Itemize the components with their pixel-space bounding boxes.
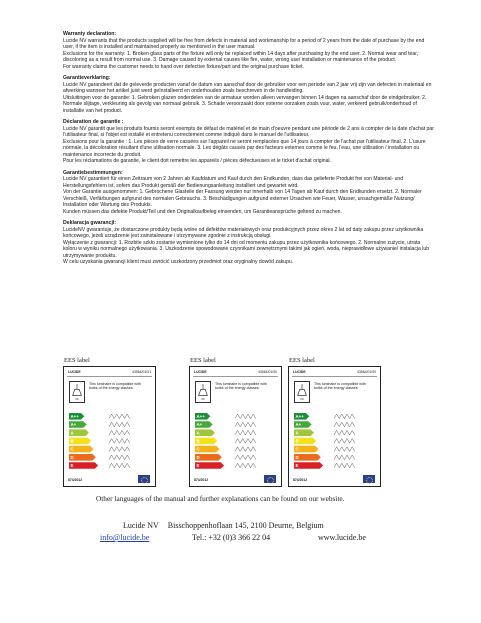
section-title: Garantiebestimmungen:: [63, 169, 123, 176]
paragraph: Von der Garantie ausgenommen: 1. Gebrochene Glasteile der Fassung werden nur innerhalb von 14 Tagen ab Kauf durch den Endkunden ersetzt. 2. Normaler Verschleiß, Verfärbungen aufgrund des normalen Gebrauchs. 3. Beschädigungen aufgrund externer Ursachen wie Feuer, Wasser, unsachgemäße Nutzung/ Installation oder Wartung des Produkts.: [63, 189, 422, 208]
section-title: Deklaracja gwarancji:: [63, 220, 117, 226]
energy-class-label: A: [70, 430, 74, 436]
phone-number: Tel.: +32 (0)3 366 22 04: [192, 533, 271, 542]
zigzag-mark: [109, 414, 130, 419]
ees-compat-text: This luminaire is compatible with bulbs of the energy classes:: [314, 382, 366, 391]
ees-label-title: EES label: [289, 357, 315, 364]
zigzag-mark: [334, 455, 355, 460]
zigzag-mark: [334, 414, 355, 419]
zigzag-mark: [109, 422, 130, 427]
zigzag-mark: [334, 463, 355, 468]
divider: [67, 376, 152, 377]
energy-class-label: C: [295, 446, 299, 452]
zigzag-mark: [109, 455, 130, 460]
zigzag-mark: [235, 430, 256, 435]
email-link[interactable]: info@lucide.be: [100, 533, 150, 542]
paragraph: Lucide NV garantit que les produits fournis seront exempts de défaut de matériel et de main d'oeuvre pendant une période de 2 ans à compter de la date d'achat par l'utilisateur final, si l'objet est installé et entretenu correctement comme indiqué dans le manuel de l'utilisateur.: [63, 125, 434, 138]
zigzag-mark: [334, 422, 355, 427]
section-body: [63, 82, 435, 115]
contact-row: [100, 533, 366, 543]
paragraph: Pour les réclamations de garantie, le client doit remettre les appareils / pièces défectueuses et le ticket d'achat original.: [63, 158, 331, 164]
energy-class-label: B: [196, 438, 200, 444]
ceiling-lamp-icon: [69, 381, 85, 403]
ees-label-frame: [63, 366, 156, 487]
section-title: Warranty declaration:: [63, 31, 117, 37]
warranty-section-pl: [63, 220, 435, 266]
ees-regulation: 874/2012: [293, 478, 308, 482]
ees-label-title: EES label: [64, 357, 90, 364]
website-link[interactable]: www.lucide.be: [318, 533, 366, 542]
zigzag-mark: [235, 463, 256, 468]
energy-class-label: A: [196, 430, 200, 436]
ees-brand: LUCIDE: [194, 370, 207, 374]
ees-product-code: 43564/01/00: [357, 370, 376, 374]
section-body: [63, 227, 435, 266]
company-address: Bisschoppenhoflaan 145, 2100 Deurne, Belgium: [167, 521, 324, 530]
energy-class-label: B: [70, 438, 74, 444]
energy-class-scale: [69, 413, 151, 471]
section-body: [63, 126, 435, 165]
ees-regulation: 874/2012: [194, 478, 209, 482]
paragraph: Exclusions pour la garantie : 1. Les pièces de verre cassées sur l'appareil ne seront remplacées que 14 jours à compter de l'achat par l'utilisateur final. 2. L'usure normale, la décoloration résultant d'une utilisation normale. 3. Les dégâts causés par des facteurs externes comme le feu, l'eau, une utilisation / installation ou maintenance incorrecte du produit.: [63, 138, 426, 158]
paragraph: Wyłączenie z gwarancji: 1. Rozbite szkło zostanie wymienione tylko do 14 dni od momentu zakupu przez użytkownika końcowego. 2. Normalne zużycie, utrata koloru w wyniku normalnego użytkowania. 3. Uszkodzenie spowodowane czynnikami zewnętrznymi takimi jak ogień, woda, nieprawidłowe używanie/ instalacja lub utrzymywanie produktu.: [63, 239, 430, 259]
energy-class-scale: [195, 413, 277, 471]
ees-brand: LUCIDE: [68, 370, 81, 374]
zigzag-mark: [109, 447, 130, 452]
ees-compat-text: This luminaire is compatible with bulbs of the energy classes:: [89, 382, 141, 391]
zigzag-mark: [235, 422, 256, 427]
zigzag-mark: [235, 455, 256, 460]
section-title: Garantieverklaring:: [63, 75, 111, 81]
energy-class-label: D: [295, 454, 299, 460]
energy-class-label: E: [295, 463, 299, 469]
energy-class-label: A+: [70, 422, 77, 428]
ees-label-frame: [189, 366, 282, 487]
section-body: [63, 176, 435, 215]
energy-class-label: E: [196, 463, 200, 469]
zigzag-mark: [334, 447, 355, 452]
ees-label-frame: [288, 366, 381, 487]
section-body: [63, 38, 435, 71]
ees-product-code: 43564/01/00: [258, 370, 277, 374]
energy-class-label: D: [70, 454, 74, 460]
paragraph: Lucide NV garandeert dat de geleverde producten vanaf de datum van aanschaf door de gebruiker voor een periode van 2 jaar vrij zijn van defecten in materiaal en afwerking wanneer het artikel juist werd geïnstalleerd en onderhouden zoals beschreven in de handleiding.: [63, 81, 432, 94]
paragraph: Kunden müssen das defekte Produkt/Teil und den Originalkaufbeleg einsenden, um Garantieansprüche geltend zu machen.: [63, 208, 342, 215]
warranty-section-de: [63, 170, 435, 216]
zigzag-mark: [334, 430, 355, 435]
section-title: Déclaration de garantie :: [63, 119, 124, 125]
energy-class-label: B: [295, 438, 299, 444]
paragraph: LucideNV gwarantuje, że dostarczone produkty będą wolne od defektów materiałowych oraz produkcyjnych przez okres 2 lat od daty zakupu przez użytkownika końcowego, jeżeli urządzenie jest zainstalowane i utrzymywane zgodnie z instrukcją obsługi.: [63, 226, 424, 239]
zigzag-mark: [235, 439, 256, 444]
ees-regulation: 874/2012: [68, 478, 83, 482]
paragraph: Lucide NV garantiert für einen Zeitraum von 2 Jahren ab Kaufdatum und Kauf durch den Endkunden, dass das gelieferte Produkt frei von Material- und Herstellungsfehlern ist, sofern das Produkt gemäß der Bedienungsanleitung installiert und gewartet wird.: [63, 176, 404, 189]
warranty-section-en: [63, 31, 435, 70]
eu-flag-icon: [138, 475, 150, 483]
zigzag-mark: [235, 447, 256, 452]
paragraph: Exclusions for the warranty: 1. Broken glass parts of the fixture will only be replaced within 14 days after purchasing by the end user. 2. Normal wear and tear, discoloring as a result from normal use. 3. Damage caused by external causes like fire, water, wrong use/ installation or maintenance of the product.: [63, 50, 419, 63]
energy-class-label: A+: [295, 422, 302, 428]
ees-brand: LUCIDE: [293, 370, 306, 374]
energy-class-label: A++: [70, 413, 79, 419]
ees-label-card: [189, 356, 284, 488]
energy-class-label: A++: [295, 413, 304, 419]
divider: [292, 376, 377, 377]
zigzag-mark: [109, 463, 130, 468]
energy-class-label: A: [295, 430, 299, 436]
paragraph: W celu uzyskania gwarancji klient musi zwrócić uszkodzony przedmiot oraz oryginalny dowód zakupu.: [63, 259, 294, 265]
zigzag-mark: [235, 414, 256, 419]
company-address-row: [123, 521, 331, 530]
ceiling-lamp-icon: [294, 381, 310, 403]
energy-class-label: A+: [196, 422, 203, 428]
warranty-section-fr: [63, 119, 435, 165]
ees-compat-text: This luminaire is compatible with bulbs of the energy classes:: [215, 382, 267, 391]
website-footnote: Other languages of the manual and further explanations can be found on our website.: [96, 494, 345, 503]
ees-label-card: [63, 356, 158, 488]
eu-flag-icon: [363, 475, 375, 483]
warranty-section-nl: [63, 75, 435, 114]
divider: [193, 376, 278, 377]
ees-label-card: [288, 356, 383, 488]
ees-product-code: 43564/01/01: [132, 370, 151, 374]
warranty-text-block: [63, 31, 435, 271]
zigzag-mark: [109, 430, 130, 435]
company-name: Lucide NV: [123, 521, 159, 530]
energy-class-label: D: [196, 454, 200, 460]
paragraph: Lucide NV warrants that the products supplied will be free from defects in material and workmanship for a period of 2 years from the date of purchase by the end user, if the item is installed and maintained properly as mentioned in the user manual.: [63, 37, 425, 50]
energy-class-label: E: [70, 463, 74, 469]
ees-label-title: EES label: [190, 357, 216, 364]
ceiling-lamp-icon: [195, 381, 211, 403]
energy-class-label: A++: [196, 413, 205, 419]
zigzag-mark: [109, 439, 130, 444]
paragraph: Uitsluitingen voor de garantie: 1. Gebroken glazen onderdelen van de armatuur worden alleen vervangen binnen 14 dagen na aanschaf door de eindgebruiker. 2. Normale slijtage, verkleuring als gevolg van normaal gebruik. 3. Schade veroorzaakt door externe oorzaken zoals vuur, water, verkeerd gebruik/onderhoud of installatie van het product.: [63, 94, 427, 114]
energy-class-label: C: [196, 446, 200, 452]
eu-flag-icon: [264, 475, 276, 483]
paragraph: For warranty claims the customer needs to hand over defective fixture/part and the original purchase ticket.: [63, 63, 304, 70]
energy-class-scale: [294, 413, 376, 471]
ees-labels-row: [63, 356, 413, 488]
zigzag-mark: [334, 439, 355, 444]
energy-class-label: C: [70, 446, 74, 452]
